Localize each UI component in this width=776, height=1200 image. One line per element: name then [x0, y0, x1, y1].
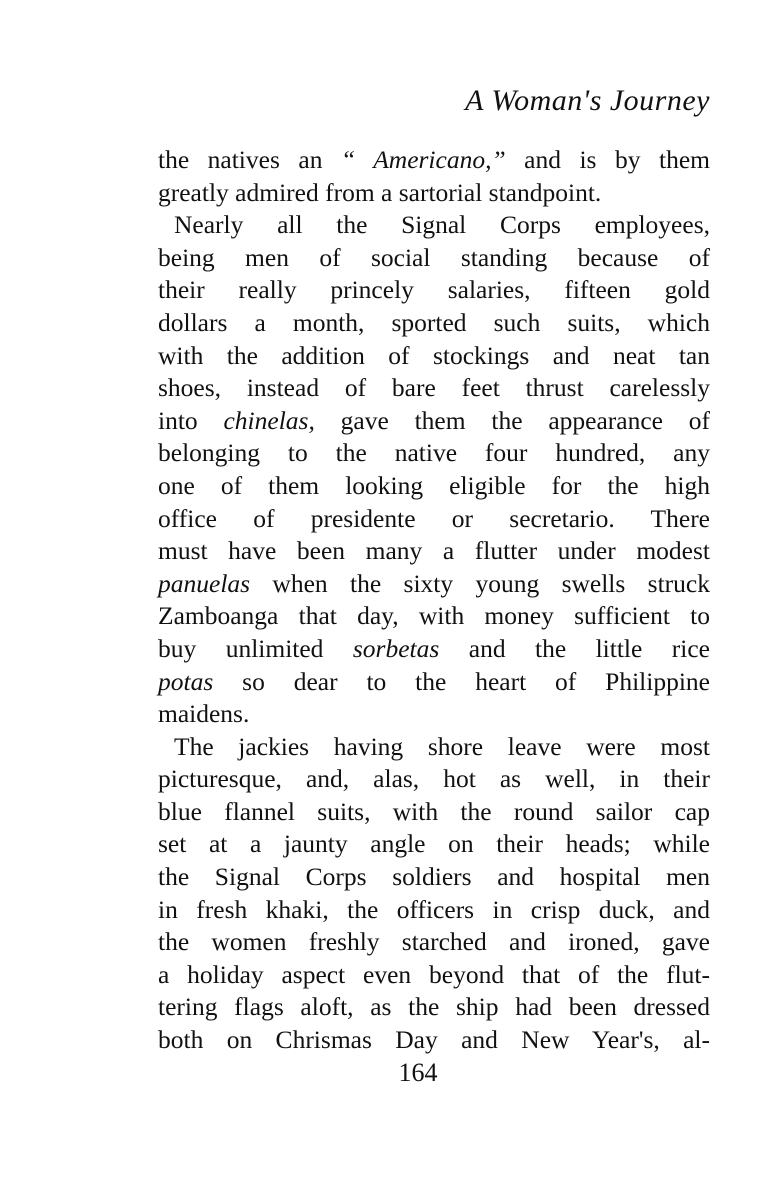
text-line	[158, 1024, 710, 1057]
text-segment: The jackies having shore leave were most	[174, 731, 710, 761]
paragraph-start-line	[158, 209, 710, 242]
text-segment: when the sixty young swells struck	[250, 568, 710, 598]
text-segment: tering flags aloft, as the ship had been dressed	[158, 992, 710, 1022]
text-segment: must have been many a flutter under modest	[158, 536, 710, 566]
italic-term: potas	[158, 666, 214, 696]
text-segment: in fresh khaki, the officers in crisp duck, and	[158, 894, 710, 924]
text-line	[158, 796, 710, 829]
text-segment: maidens.	[158, 699, 250, 729]
text-line	[158, 470, 710, 503]
text-line	[158, 144, 710, 177]
text-segment: their really princely salaries, fifteen gold	[158, 275, 710, 305]
text-line	[158, 242, 710, 275]
text-line	[158, 372, 710, 405]
running-head: A Woman's Journey	[465, 84, 710, 117]
text-segment: shoes, instead of bare feet thrust carelessly	[158, 373, 710, 403]
text-line	[158, 666, 710, 699]
text-segment: with the addition of stockings and neat tan	[158, 340, 710, 370]
text-line	[158, 274, 710, 307]
italic-term: sorbetas	[352, 633, 440, 663]
text-segment: blue flannel suits, with the round sailor cap	[158, 796, 710, 826]
text-segment: picturesque, and, alas, hot as well, in their	[158, 764, 710, 794]
text-segment: the natives an	[158, 145, 341, 174]
text-line	[158, 535, 710, 568]
text-segment: dollars a month, sported such suits, which	[158, 307, 710, 337]
text-line	[158, 894, 710, 927]
text-line	[158, 698, 710, 731]
text-line	[158, 926, 710, 959]
body-text	[158, 144, 710, 1057]
text-line	[158, 177, 710, 210]
text-segment: and is by them	[505, 145, 710, 174]
text-segment: and the little rice	[439, 633, 710, 663]
text-segment: into	[158, 405, 224, 435]
text-segment: buy unlimited	[158, 633, 353, 663]
text-segment: greatly admired from a sartorial standpoint.	[158, 177, 602, 207]
text-line	[158, 959, 710, 992]
text-segment: gave them the appearance of	[314, 405, 711, 435]
text-line	[158, 828, 710, 861]
text-line	[158, 861, 710, 894]
text-segment: set at a jaunty angle on their heads; while	[158, 829, 710, 859]
text-segment: being men of social standing because of	[158, 242, 710, 272]
italic-term: “ Americano,”	[340, 145, 506, 174]
text-line	[158, 437, 710, 470]
text-line	[158, 340, 710, 373]
text-segment: office of presidente or secretario. There	[158, 503, 710, 533]
text-segment: both on Chrismas Day and New Year's, al-	[158, 1025, 710, 1055]
text-line	[158, 503, 710, 536]
text-segment: a holiday aspect even beyond that of the flut-	[158, 959, 710, 989]
italic-term: panuelas	[158, 568, 251, 598]
text-segment: belonging to the native four hundred, any	[158, 438, 710, 468]
text-segment: the Signal Corps soldiers and hospital men	[158, 862, 710, 892]
text-line	[158, 568, 710, 601]
text-line	[158, 307, 710, 340]
text-segment: one of them looking eligible for the high	[158, 470, 710, 500]
text-line	[158, 991, 710, 1024]
text-line	[158, 763, 710, 796]
text-segment: Zamboanga that day, with money sufficient to	[158, 601, 710, 631]
text-segment: Nearly all the Signal Corps employees,	[174, 210, 710, 240]
paragraph-start-line	[158, 731, 710, 764]
text-line	[158, 633, 710, 666]
text-segment: so dear to the heart of Philippine	[213, 666, 710, 696]
page-number: 164	[398, 1058, 438, 1087]
italic-term: chinelas,	[223, 405, 315, 435]
text-segment: the women freshly starched and ironed, gave	[158, 927, 710, 957]
text-line	[158, 405, 710, 438]
text-line	[158, 600, 710, 633]
